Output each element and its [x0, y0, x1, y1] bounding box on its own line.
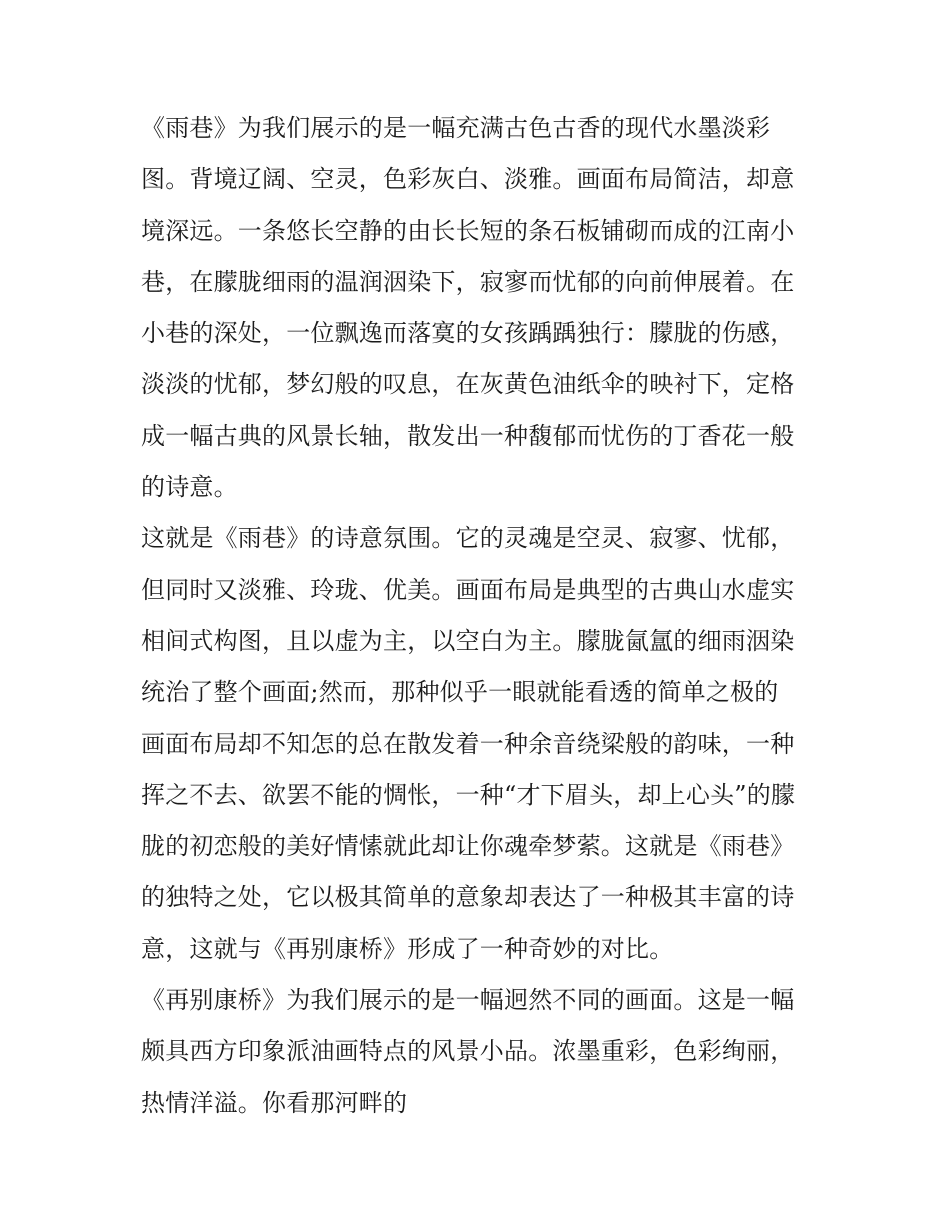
- text-line: 胧的初恋般的美好情愫就此却让你魂牵梦萦。这就是《雨巷》: [141, 832, 795, 861]
- text-line: 巷，在朦胧细雨的温润洇染下，寂寥而忧郁的向前伸展着。在: [141, 267, 795, 296]
- text-line: 淡淡的忧郁，梦幻般的叹息，在灰黄色油纸伞的映衬下，定格: [141, 370, 795, 399]
- text-line: 的独特之处，它以极其简单的意象却表达了一种极其丰富的诗: [141, 883, 795, 912]
- text-line: 颇具西方印象派油画特点的风景小品。浓墨重彩，色彩绚丽，: [141, 1037, 795, 1066]
- text-line: 统治了整个画面;然而，那种似乎一眼就能看透的简单之极的: [141, 678, 779, 707]
- text-line: 的诗意。: [141, 473, 238, 502]
- text-line: 《雨巷》为我们展示的是一幅充满古色古香的现代水墨淡彩: [141, 114, 771, 142]
- text-line: 境深远。一条悠长空静的由长长短的条石板铺砌而成的江南小: [141, 216, 795, 245]
- text-line: 画面布局却不知怎的总在散发着一种余音绕梁般的韵味，一种: [141, 729, 795, 758]
- text-line: 小巷的深处，一位飘逸而落寞的女孩踽踽独行：朦胧的伤感，: [141, 319, 795, 348]
- text-line: 但同时又淡雅、玲珑、优美。画面布局是典型的古典山水虚实: [141, 575, 795, 604]
- text-line: 这就是《雨巷》的诗意氛围。它的灵魂是空灵、寂寥、忧郁，: [141, 524, 795, 553]
- document-body: [141, 103, 813, 1129]
- text-line: 意，这就与《再别康桥》形成了一种奇妙的对比。: [141, 934, 674, 963]
- text-line: 图。背境辽阔、空灵，色彩灰白、淡雅。画面布局简洁，却意: [141, 165, 795, 194]
- text-line: 《再别康桥》为我们展示的是一幅迥然不同的画面。这是一幅: [141, 986, 795, 1015]
- text-line: 挥之不去、欲罢不能的惆怅，一种“才下眉头，却上心头”的朦: [141, 780, 796, 809]
- text-line: 热情洋溢。你看那河畔的: [141, 1088, 408, 1117]
- text-line: 相间式构图，且以虚为主，以空白为主。朦胧氤氲的细雨洇染: [141, 626, 795, 655]
- text-line: 成一幅古典的风景长轴，散发出一种馥郁而忧伤的丁香花一般: [141, 421, 795, 450]
